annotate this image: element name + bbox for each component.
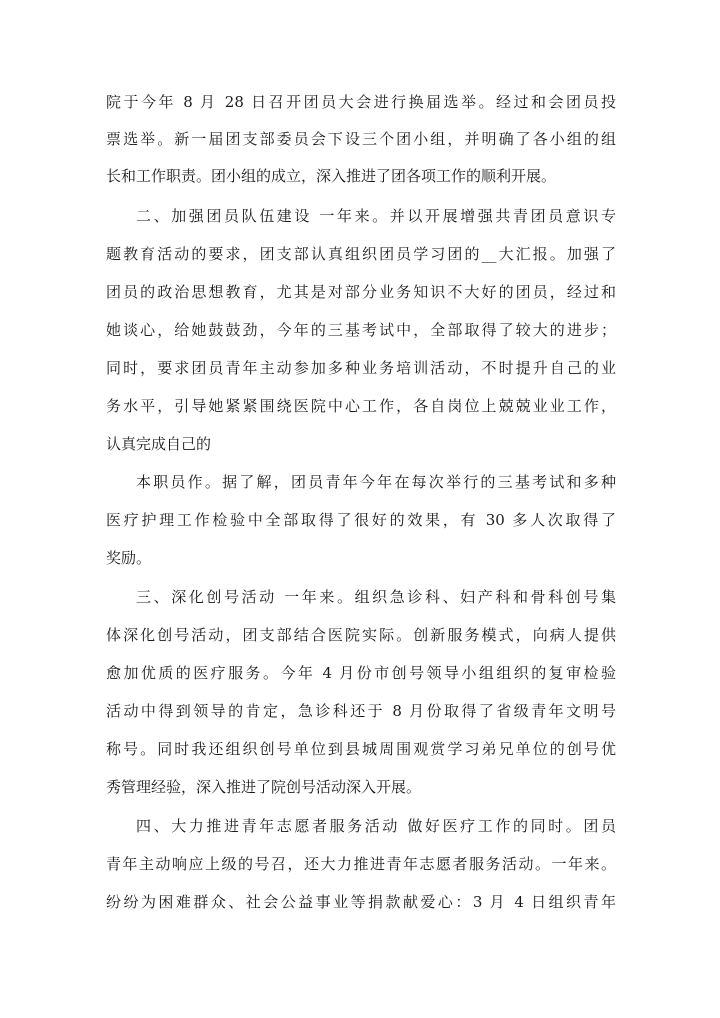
body-line: 长和工作职责。团小组的成立，深入推进了团各项工作的顺利开展。	[106, 167, 557, 185]
body-line: 票选举。新一届团支部委员会下设三个团小组，并明确了各小组的组	[106, 130, 616, 148]
body-line: 本职员作。据了解，团员青年今年在每次举行的三基考试和多种	[136, 473, 616, 491]
body-line: 医疗护理工作检验中全部取得了很好的效果，有 30 多人次取得了	[106, 511, 616, 529]
section-heading-line: 二、加强团员队伍建设 一年来。并以开展增强共青团员意识专	[136, 207, 616, 225]
body-line: 同时，要求团员青年主动参加多种业务培训活动，不时提升自己的业	[106, 359, 616, 377]
body-line: 活动中得到领导的肯定，急诊科还于 8 月份取得了省级青年文明号	[106, 702, 616, 720]
body-line: 题教育活动的要求，团支部认真组织团员学习团的__大汇报。加强了	[106, 245, 616, 263]
body-line: 称号。同时我还组织创号单位到县城周围观赏学习弟兄单位的创号优	[106, 740, 616, 758]
body-line: 认真完成自己的	[106, 435, 212, 453]
body-line: 务水平，引导她紧紧围绕医院中心工作，各自岗位上兢兢业业工作，	[106, 397, 616, 415]
body-line: 奖励。	[106, 549, 152, 567]
body-line: 她谈心，给她鼓鼓劲，今年的三基考试中，全部取得了较大的进步；	[106, 321, 616, 339]
section-heading-line: 三、深化创号活动 一年来。组织急诊科、妇产科和骨科创号集	[136, 588, 616, 606]
body-line: 体深化创号活动，团支部结合医院实际。创新服务模式，向病人提供	[106, 626, 616, 644]
body-line: 院于今年 8 月 28 日召开团员大会进行换届选举。经过和会团员投	[106, 93, 616, 111]
body-line: 青年主动响应上级的号召，还大力推进青年志愿者服务活动。一年来。	[106, 855, 616, 873]
body-line: 纷纷为困难群众、社会公益事业等捐款献爱心：3 月 4 日组织青年	[106, 893, 616, 911]
body-line: 团员的政治思想教育，尤其是对部分业务知识不大好的团员，经过和	[106, 283, 616, 301]
body-line: 秀管理经验，深入推进了院创号活动深入开展。	[106, 778, 422, 796]
body-line: 愈加优质的医疗服务。今年 4 月份市创号领导小组组织的复审检验	[106, 664, 616, 682]
section-heading-line: 四、大力推进青年志愿者服务活动 做好医疗工作的同时。团员	[136, 817, 616, 835]
